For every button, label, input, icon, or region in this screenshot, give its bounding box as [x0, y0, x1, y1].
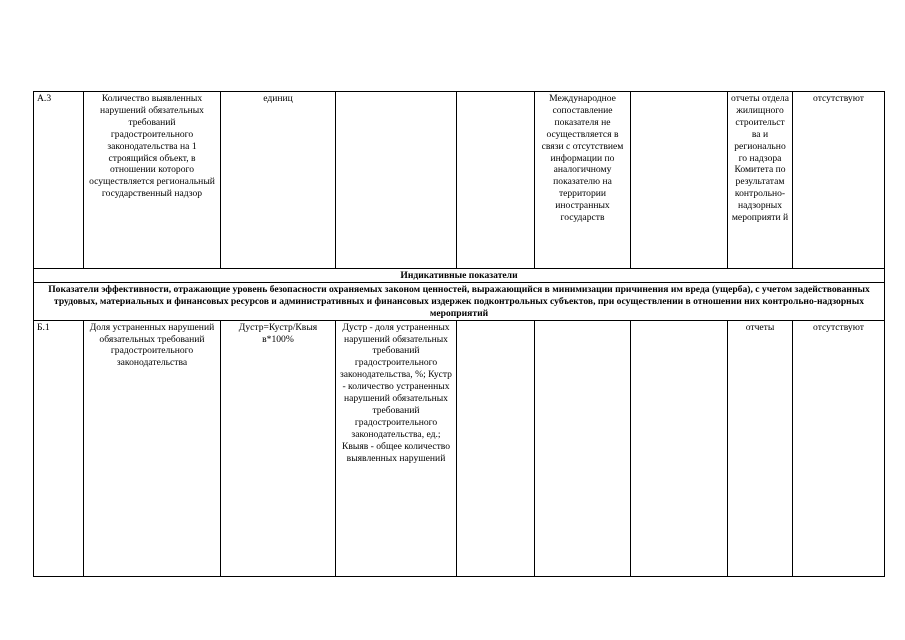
- indicators-table: [33, 91, 885, 577]
- indicator-target: [631, 92, 728, 269]
- indicator-code: Б.1: [34, 320, 84, 576]
- indicator-comment: [457, 320, 535, 576]
- section-subtitle: Показатели эффективности, отражающие уровень безопасности охраняемых законом ценностей, выражающийся в минимизации причинения им вреда (ущерба), с учетом задействованных трудовых, материальных и финансовых ресурсов и административных и финансовых издержек подконтрольных субъектов, при осуществлении в отношении них контрольно-надзорных мероприятий: [34, 282, 885, 320]
- indicator-note: отсутствуют: [793, 320, 885, 576]
- section-title: Индикативные показатели: [34, 269, 885, 283]
- indicator-formula: Дустр - доля устраненных нарушений обязательных требований градостроительного законодательства, %; Кустр - количество устраненных нарушений обязательных требований градостроительного законодательства, ед.; Квыяв - общее количество выявленных нарушений: [336, 320, 457, 576]
- indicator-note: отсутствуют: [793, 92, 885, 269]
- indicator-target: [631, 320, 728, 576]
- section-title-row: [34, 269, 885, 283]
- indicator-source: отчеты отдела жилищного строительст ва и регионально го надзора Комитета по результатам контрольно-надзорных мероприяти й: [728, 92, 793, 269]
- indicator-name: Доля устраненных нарушений обязательных требований градостроительного законодательства: [84, 320, 221, 576]
- indicator-comment: [457, 92, 535, 269]
- indicator-international: Международное сопоставление показателя не осуществляется в связи с отсутствием информации по аналогичному показателю на территории иностранных государств: [535, 92, 631, 269]
- indicator-unit: Дустр=Кустр/Квыя в*100%: [221, 320, 336, 576]
- section-subtitle-row: [34, 282, 885, 320]
- indicator-code: А.3: [34, 92, 84, 269]
- table-row: [34, 92, 885, 269]
- indicator-name: Количество выявленных нарушений обязательных требований градостроительного законодательства на 1 строящийся объект, в отношении которого осуществляется региональный государственный надзор: [84, 92, 221, 269]
- indicator-formula: [336, 92, 457, 269]
- indicator-international: [535, 320, 631, 576]
- indicator-unit: единиц: [221, 92, 336, 269]
- table-row: [34, 320, 885, 576]
- indicator-source: отчеты: [728, 320, 793, 576]
